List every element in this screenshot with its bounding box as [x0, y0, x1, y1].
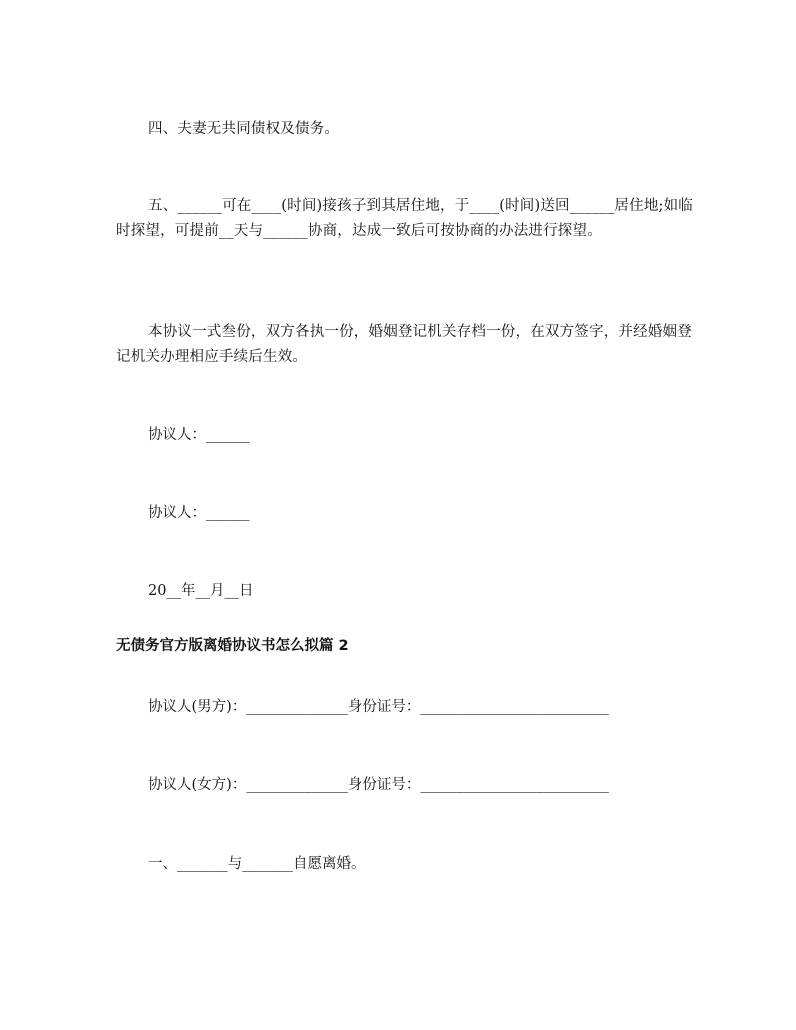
male-party-line: 协议人(男方)：______________身份证号：__________________________: [148, 699, 609, 715]
signature-line-1: 协议人：______: [148, 427, 250, 443]
clause-five: 五、______可在____(时间)接孩子到其居住地，于____(时间)送回______居住地;如临时探望，可提前__天与______协商，达成一致后可按协商的办法进行探望。: [116, 198, 694, 239]
clause-four: 四、夫妻无共同债权及债务。: [148, 121, 340, 137]
section-heading: 无债务官方版离婚协议书怎么拟篇 2: [116, 638, 349, 654]
clause-one: 一、_______与_______自愿离婚。: [148, 856, 366, 872]
date-line: 20__年__月__日: [148, 583, 254, 599]
female-party-line: 协议人(女方)：______________身份证号：__________________________: [148, 777, 609, 793]
copies-clause: 本协议一式叁份，双方各执一份，婚姻登记机关存档一份，在双方签字，并经婚姻登记机关办理相应手续后生效。: [116, 324, 692, 365]
signature-line-2: 协议人：______: [148, 505, 250, 521]
